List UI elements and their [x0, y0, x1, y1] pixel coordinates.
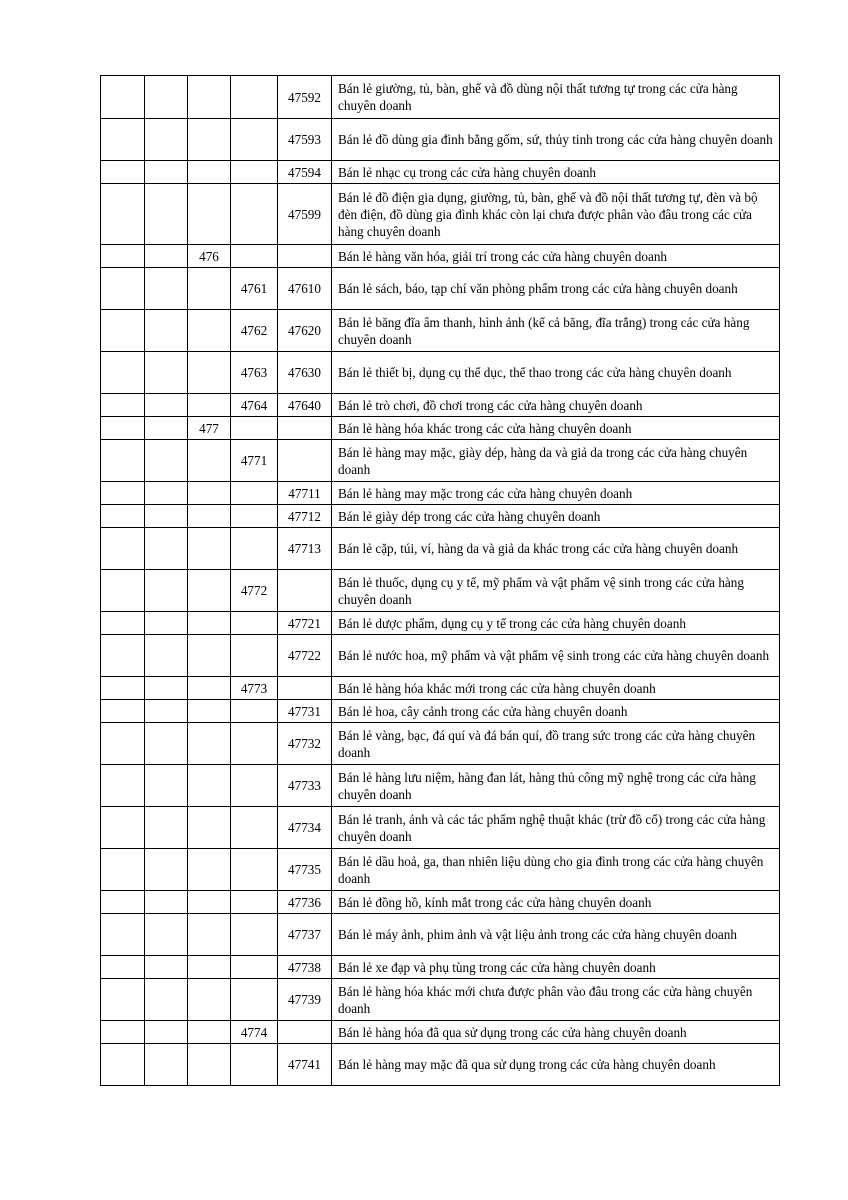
code-cell-l2 [145, 956, 188, 979]
code-cell-l5 [278, 570, 332, 612]
table-row [101, 1021, 780, 1044]
code-cell-l3 [188, 76, 231, 119]
code-cell-l2 [145, 440, 188, 482]
code-cell-l5: 47739 [278, 979, 332, 1021]
code-cell-l5: 47712 [278, 505, 332, 528]
code-cell-l5: 47620 [278, 310, 332, 352]
code-cell-l5: 47593 [278, 119, 332, 161]
code-cell-l2 [145, 979, 188, 1021]
code-cell-l4 [231, 119, 278, 161]
code-cell-l1 [101, 723, 145, 765]
code-cell-l4 [231, 891, 278, 914]
code-cell-l4 [231, 505, 278, 528]
code-cell-l1 [101, 891, 145, 914]
code-cell-l4: 4762 [231, 310, 278, 352]
code-cell-l3 [188, 723, 231, 765]
code-cell-l2 [145, 310, 188, 352]
code-cell-l2 [145, 528, 188, 570]
table-row [101, 700, 780, 723]
code-cell-l5: 47731 [278, 700, 332, 723]
code-cell-l4: 4774 [231, 1021, 278, 1044]
code-cell-l4 [231, 528, 278, 570]
table-body [101, 76, 780, 1086]
code-cell-l5: 47735 [278, 849, 332, 891]
code-cell-l3 [188, 268, 231, 310]
code-cell-l1 [101, 310, 145, 352]
code-cell-l3 [188, 482, 231, 505]
description-cell: Bán lẻ hoa, cây cảnh trong các cửa hàng chuyên doanh [332, 700, 780, 723]
code-cell-l1 [101, 700, 145, 723]
table-row [101, 1044, 780, 1086]
code-cell-l3 [188, 440, 231, 482]
code-cell-l3 [188, 184, 231, 245]
code-cell-l2 [145, 394, 188, 417]
code-cell-l5: 47640 [278, 394, 332, 417]
code-cell-l4: 4763 [231, 352, 278, 394]
code-cell-l1 [101, 979, 145, 1021]
code-cell-l4: 4761 [231, 268, 278, 310]
code-cell-l5: 47733 [278, 765, 332, 807]
code-cell-l3 [188, 849, 231, 891]
code-cell-l1 [101, 245, 145, 268]
code-cell-l1 [101, 570, 145, 612]
code-cell-l3 [188, 979, 231, 1021]
code-cell-l2 [145, 119, 188, 161]
code-cell-l1 [101, 505, 145, 528]
table-row [101, 440, 780, 482]
table-row [101, 268, 780, 310]
code-cell-l2 [145, 417, 188, 440]
code-cell-l3 [188, 570, 231, 612]
code-cell-l3 [188, 394, 231, 417]
code-cell-l5: 47592 [278, 76, 332, 119]
code-cell-l5 [278, 245, 332, 268]
description-cell: Bán lẻ băng đĩa âm thanh, hình ảnh (kể cả băng, đĩa trắng) trong các cửa hàng chuyên doanh [332, 310, 780, 352]
table-row [101, 723, 780, 765]
description-cell: Bán lẻ hàng hóa đã qua sử dụng trong các cửa hàng chuyên doanh [332, 1021, 780, 1044]
description-cell: Bán lẻ nước hoa, mỹ phẩm và vật phẩm vệ sinh trong các cửa hàng chuyên doanh [332, 635, 780, 677]
code-cell-l1 [101, 76, 145, 119]
code-cell-l4 [231, 417, 278, 440]
code-cell-l2 [145, 765, 188, 807]
code-cell-l5: 47736 [278, 891, 332, 914]
code-cell-l1 [101, 528, 145, 570]
description-cell: Bán lẻ hàng văn hóa, giải trí trong các cửa hàng chuyên doanh [332, 245, 780, 268]
code-cell-l5: 47594 [278, 161, 332, 184]
code-cell-l2 [145, 723, 188, 765]
code-cell-l1 [101, 765, 145, 807]
code-cell-l5: 47741 [278, 1044, 332, 1086]
code-cell-l1 [101, 417, 145, 440]
code-cell-l5 [278, 677, 332, 700]
code-cell-l5 [278, 417, 332, 440]
code-cell-l4 [231, 765, 278, 807]
code-cell-l4 [231, 807, 278, 849]
code-cell-l4 [231, 245, 278, 268]
code-cell-l5: 47711 [278, 482, 332, 505]
description-cell: Bán lẻ cặp, túi, ví, hàng da và giả da khác trong các cửa hàng chuyên doanh [332, 528, 780, 570]
code-cell-l5: 47610 [278, 268, 332, 310]
code-cell-l3 [188, 914, 231, 956]
code-cell-l2 [145, 482, 188, 505]
code-cell-l3 [188, 612, 231, 635]
description-cell: Bán lẻ trò chơi, đồ chơi trong các cửa hàng chuyên doanh [332, 394, 780, 417]
code-cell-l2 [145, 807, 188, 849]
code-cell-l5 [278, 1021, 332, 1044]
code-cell-l1 [101, 184, 145, 245]
table-row [101, 528, 780, 570]
description-cell: Bán lẻ hàng hóa khác trong các cửa hàng chuyên doanh [332, 417, 780, 440]
code-cell-l3 [188, 807, 231, 849]
code-cell-l3 [188, 891, 231, 914]
code-cell-l3 [188, 528, 231, 570]
table-row [101, 352, 780, 394]
table-row [101, 807, 780, 849]
code-cell-l4 [231, 612, 278, 635]
table-row [101, 956, 780, 979]
code-cell-l1 [101, 1021, 145, 1044]
code-cell-l3 [188, 352, 231, 394]
code-cell-l3 [188, 700, 231, 723]
code-cell-l2 [145, 700, 188, 723]
code-cell-l5: 47630 [278, 352, 332, 394]
code-cell-l3 [188, 310, 231, 352]
code-cell-l1 [101, 612, 145, 635]
description-cell: Bán lẻ dầu hoả, ga, than nhiên liệu dùng cho gia đình trong các cửa hàng chuyên doanh [332, 849, 780, 891]
code-cell-l4 [231, 184, 278, 245]
code-cell-l2 [145, 1044, 188, 1086]
code-cell-l2 [145, 570, 188, 612]
table-row [101, 635, 780, 677]
code-cell-l4 [231, 482, 278, 505]
code-cell-l4 [231, 1044, 278, 1086]
table-row [101, 612, 780, 635]
table-row [101, 849, 780, 891]
code-cell-l5: 47732 [278, 723, 332, 765]
table-row [101, 394, 780, 417]
code-cell-l5: 47722 [278, 635, 332, 677]
table-row [101, 914, 780, 956]
description-cell: Bán lẻ giường, tủ, bàn, ghế và đồ dùng nội thất tương tự trong các cửa hàng chuyên doanh [332, 76, 780, 119]
code-cell-l2 [145, 849, 188, 891]
description-cell: Bán lẻ hàng may mặc đã qua sử dụng trong các cửa hàng chuyên doanh [332, 1044, 780, 1086]
table-row [101, 765, 780, 807]
code-cell-l4: 4772 [231, 570, 278, 612]
code-cell-l4 [231, 700, 278, 723]
code-cell-l2 [145, 76, 188, 119]
description-cell: Bán lẻ hàng hóa khác mới chưa được phân vào đâu trong các cửa hàng chuyên doanh [332, 979, 780, 1021]
code-cell-l1 [101, 1044, 145, 1086]
code-cell-l2 [145, 505, 188, 528]
code-cell-l1 [101, 161, 145, 184]
code-cell-l4 [231, 76, 278, 119]
description-cell: Bán lẻ hàng may mặc, giày dép, hàng da và giả da trong các cửa hàng chuyên doanh [332, 440, 780, 482]
code-cell-l1 [101, 268, 145, 310]
description-cell: Bán lẻ nhạc cụ trong các cửa hàng chuyên doanh [332, 161, 780, 184]
code-cell-l2 [145, 352, 188, 394]
table-row [101, 482, 780, 505]
code-cell-l4 [231, 723, 278, 765]
description-cell: Bán lẻ máy ảnh, phim ảnh và vật liệu ảnh trong các cửa hàng chuyên doanh [332, 914, 780, 956]
table-row [101, 417, 780, 440]
code-cell-l1 [101, 914, 145, 956]
code-cell-l1 [101, 677, 145, 700]
description-cell: Bán lẻ đồ điện gia dụng, giường, tủ, bàn, ghế và đồ nội thất tương tự, đèn và bộ đèn điện, đồ dùng gia đình khác còn lại chưa được phân vào đâu trong các cửa hàng chuyên doanh [332, 184, 780, 245]
table-row [101, 184, 780, 245]
table-row [101, 245, 780, 268]
code-cell-l3 [188, 505, 231, 528]
description-cell: Bán lẻ hàng hóa khác mới trong các cửa hàng chuyên doanh [332, 677, 780, 700]
code-cell-l2 [145, 891, 188, 914]
code-cell-l4 [231, 849, 278, 891]
code-cell-l5: 47738 [278, 956, 332, 979]
code-cell-l5 [278, 440, 332, 482]
code-cell-l1 [101, 807, 145, 849]
code-cell-l5: 47737 [278, 914, 332, 956]
table-row [101, 310, 780, 352]
code-cell-l4 [231, 635, 278, 677]
code-cell-l5: 47721 [278, 612, 332, 635]
code-cell-l2 [145, 677, 188, 700]
code-cell-l2 [145, 1021, 188, 1044]
description-cell: Bán lẻ tranh, ảnh và các tác phẩm nghệ thuật khác (trừ đồ cổ) trong các cửa hàng chuyên doanh [332, 807, 780, 849]
description-cell: Bán lẻ giày dép trong các cửa hàng chuyên doanh [332, 505, 780, 528]
code-cell-l3 [188, 635, 231, 677]
description-cell: Bán lẻ hàng lưu niệm, hàng đan lát, hàng thủ công mỹ nghệ trong các cửa hàng chuyên doanh [332, 765, 780, 807]
code-cell-l3 [188, 119, 231, 161]
code-cell-l3 [188, 1021, 231, 1044]
description-cell: Bán lẻ đồ dùng gia đình bằng gốm, sứ, thủy tinh trong các cửa hàng chuyên doanh [332, 119, 780, 161]
code-cell-l5: 47713 [278, 528, 332, 570]
description-cell: Bán lẻ thiết bị, dụng cụ thể dục, thể thao trong các cửa hàng chuyên doanh [332, 352, 780, 394]
table-row [101, 76, 780, 119]
code-cell-l1 [101, 119, 145, 161]
code-cell-l4 [231, 956, 278, 979]
code-cell-l3 [188, 677, 231, 700]
code-cell-l1 [101, 394, 145, 417]
table-row [101, 979, 780, 1021]
code-cell-l1 [101, 440, 145, 482]
code-cell-l2 [145, 268, 188, 310]
code-cell-l1 [101, 635, 145, 677]
code-cell-l3 [188, 161, 231, 184]
code-cell-l3 [188, 956, 231, 979]
code-cell-l5: 47734 [278, 807, 332, 849]
code-cell-l2 [145, 635, 188, 677]
description-cell: Bán lẻ vàng, bạc, đá quí và đá bán quí, đồ trang sức trong các cửa hàng chuyên doanh [332, 723, 780, 765]
table-row [101, 161, 780, 184]
table-row [101, 570, 780, 612]
code-cell-l2 [145, 184, 188, 245]
code-cell-l5: 47599 [278, 184, 332, 245]
code-cell-l4 [231, 161, 278, 184]
code-cell-l1 [101, 956, 145, 979]
description-cell: Bán lẻ sách, báo, tạp chí văn phòng phẩm trong các cửa hàng chuyên doanh [332, 268, 780, 310]
description-cell: Bán lẻ thuốc, dụng cụ y tế, mỹ phẩm và vật phẩm vệ sinh trong các cửa hàng chuyên doanh [332, 570, 780, 612]
table-row [101, 677, 780, 700]
industry-code-table [100, 75, 780, 1086]
code-cell-l4: 4771 [231, 440, 278, 482]
description-cell: Bán lẻ đồng hồ, kính mắt trong các cửa hàng chuyên doanh [332, 891, 780, 914]
code-cell-l3: 476 [188, 245, 231, 268]
code-cell-l1 [101, 352, 145, 394]
table-row [101, 119, 780, 161]
description-cell: Bán lẻ dược phẩm, dụng cụ y tế trong các cửa hàng chuyên doanh [332, 612, 780, 635]
code-cell-l2 [145, 245, 188, 268]
table-row [101, 505, 780, 528]
code-cell-l2 [145, 914, 188, 956]
code-cell-l3 [188, 765, 231, 807]
code-cell-l1 [101, 482, 145, 505]
code-cell-l4: 4773 [231, 677, 278, 700]
table-row [101, 891, 780, 914]
code-cell-l3: 477 [188, 417, 231, 440]
code-cell-l4 [231, 979, 278, 1021]
description-cell: Bán lẻ xe đạp và phụ tùng trong các cửa hàng chuyên doanh [332, 956, 780, 979]
code-cell-l2 [145, 161, 188, 184]
code-cell-l4 [231, 914, 278, 956]
code-cell-l3 [188, 1044, 231, 1086]
code-cell-l1 [101, 849, 145, 891]
code-cell-l4: 4764 [231, 394, 278, 417]
code-cell-l2 [145, 612, 188, 635]
description-cell: Bán lẻ hàng may mặc trong các cửa hàng chuyên doanh [332, 482, 780, 505]
